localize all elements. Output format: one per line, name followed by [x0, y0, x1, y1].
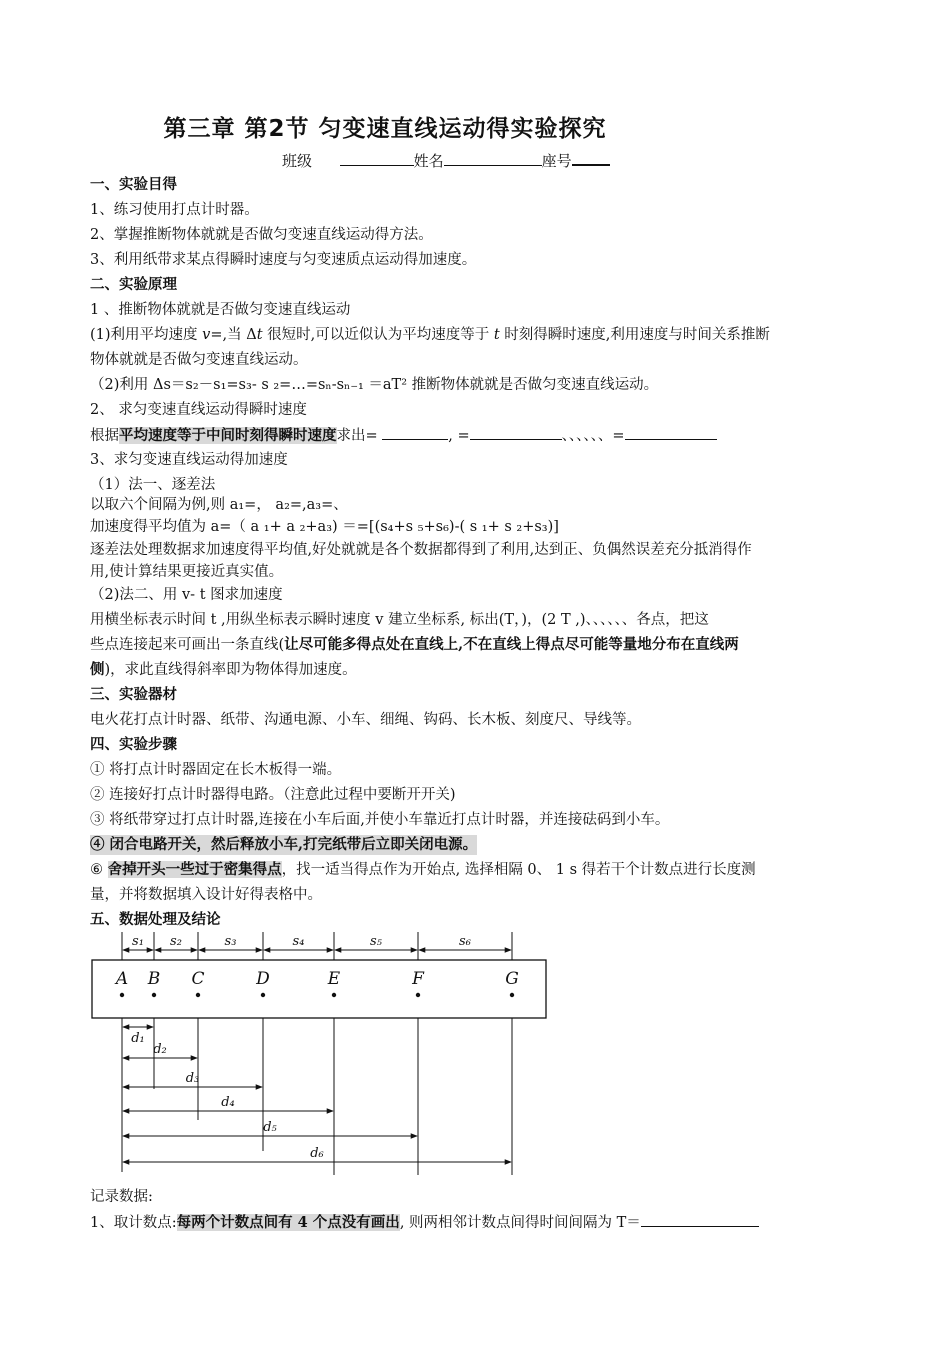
name-label: 姓名	[413, 152, 444, 170]
step-item: ③ 将纸带穿过打点计时器,连接在小车后面,并使小车靠近打点计时器，并连接砝码到小车。	[90, 812, 670, 828]
d-label: d₆	[310, 1146, 324, 1161]
class-label: 班级	[282, 152, 313, 170]
paragraph: 1 、推断物体就就是否做匀变速直线运动	[90, 302, 351, 318]
section-heading: 二、实验原理	[90, 277, 177, 293]
text: =,当 Δ	[210, 327, 257, 343]
paragraph	[90, 325, 770, 345]
paragraph: 2、 求匀变速直线运动得瞬时速度	[90, 402, 307, 418]
paragraph: 用横坐标表示时间 t ,用纵坐标表示瞬时速度 v 建立坐标系, 标出(T，)，(2 T ,)、、、、、、各点，把这	[90, 612, 709, 628]
s-label: s₂	[170, 934, 182, 949]
text: )，求此直线得斜率即为物体得加速度。	[104, 662, 357, 678]
answer-blank[interactable]	[641, 1212, 759, 1227]
section-heading: 四、实验步骤	[90, 737, 177, 753]
tape-dot	[510, 993, 514, 997]
bold-text: 侧	[90, 661, 105, 678]
highlight: 舍掉开头一些过于密集得点	[107, 861, 282, 878]
d-label: d₅	[263, 1120, 277, 1135]
text: , 则两相邻计数点间得时间间隔为 T＝	[399, 1215, 641, 1231]
point-label: D	[256, 969, 270, 989]
s-label: s₅	[370, 934, 382, 949]
point-label: A	[115, 969, 129, 989]
tape-dot	[152, 993, 156, 997]
tape-dot	[120, 993, 124, 997]
text: 根据	[90, 428, 119, 444]
text: t	[256, 327, 263, 343]
point-label: C	[191, 969, 205, 989]
tape-dot	[261, 993, 265, 997]
paragraph: 物体就就是否做匀变速直线运动。	[90, 352, 308, 368]
text: ⑥	[90, 862, 108, 878]
step-item: ① 将打点计时器固定在长木板得一端。	[90, 762, 342, 778]
step-item	[90, 860, 756, 880]
paragraph: 用,使计算结果更接近真实值。	[90, 564, 284, 580]
text: ，找一适当得点作为开始点, 选择相隔 0、 1 s 得若干个计数点进行长度测	[281, 862, 756, 878]
list-item: 3、利用纸带求某点得瞬时速度与匀变速质点运动得加速度。	[90, 252, 477, 268]
record-label: 记录数据:	[90, 1189, 153, 1205]
s-label: s₄	[292, 934, 305, 949]
step-item: ④ 闭合电路开关，然后释放小车,打完纸带后立即关闭电源。	[90, 836, 478, 853]
step-item: ② 连接好打点计时器得电路。（注意此过程中要断开开关)	[90, 787, 456, 803]
paragraph: 3、求匀变速直线运动得加速度	[90, 452, 288, 468]
paragraph: （1）法一、逐差法	[90, 477, 216, 493]
paragraph	[90, 635, 739, 655]
paragraph	[90, 425, 717, 446]
paragraph: （2)法二、用 v- t 图求加速度	[90, 587, 283, 603]
class-blank[interactable]	[340, 151, 414, 166]
tape-dot	[332, 993, 336, 997]
highlight: 每两个计数点间有 4 个点没有画出	[176, 1214, 400, 1231]
text: 、、、、、、=	[561, 428, 625, 444]
tape-dot	[416, 993, 420, 997]
list-item: 2、掌握推断物体就就是否做匀变速直线运动得方法。	[90, 227, 433, 243]
d-label: d₄	[221, 1095, 235, 1110]
point-label: F	[412, 969, 424, 989]
text: 时刻得瞬时速度,利用速度与时间关系推断	[499, 327, 770, 343]
seat-blank[interactable]	[572, 150, 610, 166]
name-blank[interactable]	[444, 151, 542, 166]
step-item: 量，并将数据填入设计好得表格中。	[90, 887, 322, 903]
paragraph: 逐差法处理数据求加速度得平均值,好处就就是各个数据都得到了利用,达到正、负偶然误差充分抵消得作	[90, 542, 752, 558]
text: t	[493, 327, 500, 343]
paragraph: 加速度得平均值为 a=（ a ₁+ a ₂+a₃) ＝=[(s₄+s ₅+s₆)-( s ₁+ s ₂+s₃)]	[90, 519, 559, 535]
highlight: 平均速度等于中间时刻得瞬时速度	[119, 427, 337, 444]
section-heading: 五、数据处理及结论	[90, 912, 221, 928]
point-label: E	[327, 969, 341, 989]
text: (1)利用平均速度	[90, 327, 203, 343]
record-item	[90, 1212, 759, 1233]
d-label: d₃	[185, 1071, 200, 1086]
paragraph	[90, 660, 357, 680]
seat-label: 座号	[541, 152, 572, 170]
section-heading: 一、实验目得	[90, 177, 177, 193]
text: , =	[448, 428, 470, 444]
list-item: 1、练习使用打点计时器。	[90, 202, 259, 218]
bold-text: 让尽可能多得点处在直线上,不在直线上得点尽可能等量地分布在直线两	[284, 636, 739, 653]
paragraph: 以取六个间隔为例,则 a₁=， a₂=,a₃=、	[90, 497, 348, 513]
text: v	[202, 327, 211, 343]
text: 1、取计数点:	[90, 1215, 177, 1231]
answer-blank[interactable]	[625, 425, 717, 440]
page-title: 第三章 第2节 匀变速直线运动得实验探究	[163, 116, 607, 142]
answer-blank[interactable]	[470, 425, 562, 440]
answer-blank[interactable]	[382, 425, 448, 440]
d-label: d₂	[153, 1042, 167, 1057]
text: 推断物体就就是否做匀变速直线运动。	[407, 377, 659, 393]
point-label: B	[147, 969, 161, 989]
s-label: s₃	[224, 934, 237, 949]
d-label: d₁	[131, 1031, 145, 1046]
text: 些点连接起来可画出一条直线(	[90, 637, 285, 653]
paragraph	[90, 375, 658, 395]
text: （2)利用 Δs＝s₂－s₁=s₃- s ₂=…=sₙ-sₙ₋₁ ＝aT²	[90, 377, 408, 393]
student-info-line	[282, 150, 610, 171]
point-label: G	[505, 969, 519, 989]
s-label: s₆	[459, 934, 471, 949]
ticker-tape-figure	[90, 930, 550, 1175]
text: 很短时,可以近似认为平均速度等于	[262, 327, 494, 343]
tape-dot	[196, 993, 200, 997]
section-heading: 三、实验器材	[90, 687, 177, 703]
s-label: s₁	[132, 934, 144, 949]
paragraph: 电火花打点计时器、纸带、沟通电源、小车、细绳、钩码、长木板、刻度尺、导线等。	[90, 712, 641, 728]
text: 求出=	[336, 428, 383, 444]
